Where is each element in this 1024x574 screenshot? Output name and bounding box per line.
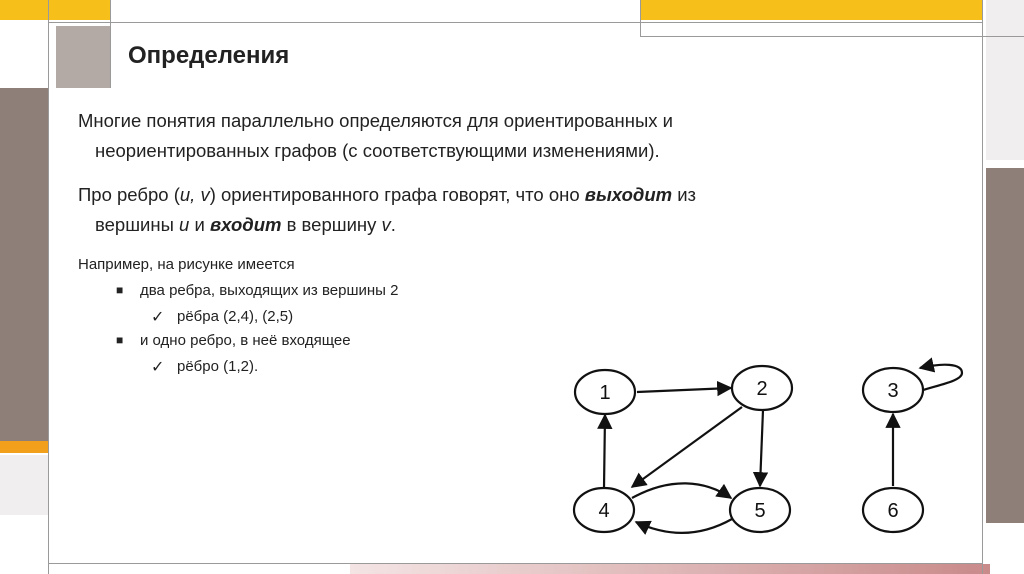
directed-graph-diagram: [560, 355, 980, 555]
graph-node-label: 5: [754, 500, 766, 522]
frame-line: [48, 22, 982, 23]
paragraph-edge-direction: [78, 180, 696, 240]
graph-node-label: 4: [598, 500, 610, 522]
term-exits: выходит: [584, 184, 673, 205]
edge-2-4: [632, 407, 742, 487]
graph-node-label: 6: [887, 500, 899, 522]
list-item-text: рёбро (1,2).: [177, 358, 259, 375]
right-light-band: [986, 0, 1024, 160]
left-orange-band: [0, 441, 48, 453]
text-span: и: [189, 214, 210, 235]
left-dark-band: [0, 88, 48, 443]
text-span: ) ориентированного графа говорят, что оно: [209, 184, 585, 205]
top-right-yellow-bar: [640, 0, 982, 20]
paragraph-line: Многие понятия параллельно определяются для ориентированных и: [78, 110, 673, 131]
paragraph-line: [78, 180, 696, 210]
frame-line: [982, 0, 983, 574]
edge-4-5: [632, 483, 731, 498]
paragraph-line: неориентированных графов (с соответствующими изменениями).: [95, 140, 660, 161]
edge-5-4: [636, 519, 732, 533]
text-span: из: [672, 184, 697, 205]
text-span: .: [390, 214, 396, 235]
frame-line: [640, 0, 641, 36]
var-u: u,: [179, 184, 196, 205]
graph-node-label: 1: [599, 382, 611, 404]
frame-line: [110, 0, 111, 88]
list-item: [116, 282, 399, 299]
list-item-text: и одно ребро, в неё входящее: [140, 332, 351, 349]
text-span: в вершину: [281, 214, 382, 235]
slide-title: Определения: [128, 42, 290, 69]
text-span: вершины: [95, 214, 180, 235]
right-dark-band: [986, 168, 1024, 523]
paragraph-line: [78, 210, 696, 240]
checkmark-icon: ✓: [151, 359, 165, 376]
top-gray-box: [56, 26, 110, 88]
var-v: v: [381, 214, 391, 235]
list-item: [116, 332, 351, 349]
list-item-text: рёбра (2,4), (2,5): [177, 308, 294, 325]
frame-line: [640, 36, 1024, 37]
edge-3-3-loop: [920, 365, 962, 391]
example-intro: Например, на рисунке имеется: [78, 256, 295, 273]
edge-1-2: [637, 388, 731, 392]
var-v: v: [200, 184, 210, 205]
list-item: [151, 308, 294, 326]
checkmark-icon: ✓: [151, 309, 165, 326]
bullet-icon: ■: [116, 283, 124, 297]
top-left-yellow-bar: [0, 0, 110, 20]
graph-node-label: 2: [756, 378, 768, 400]
term-enters: входит: [209, 214, 282, 235]
edge-4-1: [604, 415, 605, 488]
bullet-icon: ■: [116, 333, 124, 347]
var-u: u: [179, 214, 190, 235]
left-light-band: [0, 455, 48, 515]
paragraph-definitions: [78, 106, 673, 166]
edge-2-5: [760, 410, 763, 486]
list-item-text: два ребра, выходящих из вершины 2: [140, 282, 399, 299]
frame-line: [48, 563, 982, 564]
frame-line: [48, 0, 49, 574]
bottom-gradient-band: [350, 564, 990, 574]
text-span: Про ребро (: [78, 184, 180, 205]
graph-node-label: 3: [887, 380, 899, 402]
list-item: [151, 358, 259, 376]
